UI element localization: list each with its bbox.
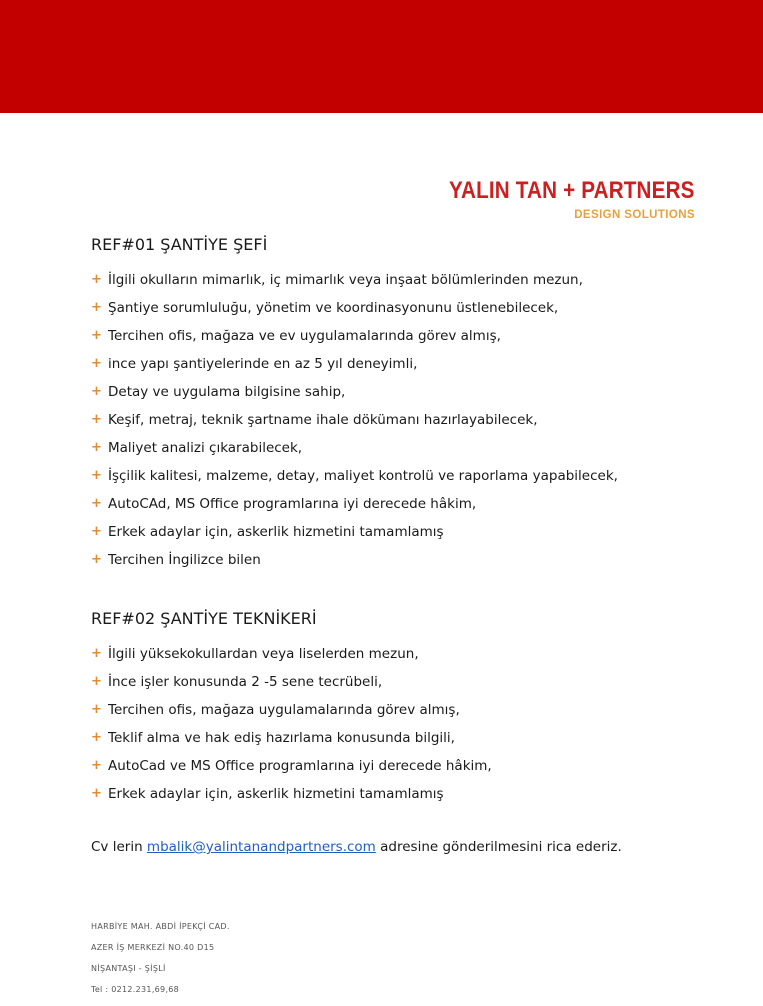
list-item-text: İlgili yüksekokullardan veya liselerden mezun, (108, 646, 419, 662)
plus-icon: + (91, 758, 102, 773)
plus-icon: + (91, 552, 102, 567)
list-item (91, 322, 618, 350)
requirements-list (91, 640, 492, 808)
company-logo (409, 177, 695, 222)
plus-icon: + (91, 356, 102, 371)
plus-icon: + (91, 496, 102, 511)
plus-icon: + (91, 328, 102, 343)
top-banner (0, 0, 763, 113)
plus-icon: + (91, 702, 102, 717)
list-item-text: Detay ve uygulama bilgisine sahip, (108, 384, 346, 400)
address-line-building: AZER İŞ MERKEZİ NO.40 D15 (91, 943, 215, 952)
plus-icon: + (91, 440, 102, 455)
list-item-text: Maliyet analizi çıkarabilecek, (108, 440, 303, 456)
requirements-list (91, 266, 618, 574)
plus-icon: + (91, 674, 102, 689)
list-item-text: Tercihen İngilizce bilen (108, 552, 261, 568)
list-item (91, 266, 618, 294)
plus-icon: + (91, 468, 102, 483)
plus-icon: + (91, 524, 102, 539)
plus-icon: + (91, 384, 102, 399)
phone-line: Tel : 0212.231,69,68 (91, 985, 180, 994)
plus-icon: + (91, 412, 102, 427)
list-item (91, 294, 618, 322)
list-item-text: Erkek adaylar için, askerlik hizmetini tamamlamış (108, 524, 444, 540)
plus-icon: + (91, 730, 102, 745)
list-item (91, 406, 618, 434)
list-item-text: Erkek adaylar için, askerlik hizmetini tamamlamış (108, 786, 444, 802)
list-item (91, 462, 618, 490)
list-item-text: Teklif alma ve hak ediş hazırlama konusunda bilgili, (108, 730, 455, 746)
list-item (91, 518, 618, 546)
address-line-district: NİŞANTAŞI - ŞİŞLİ (91, 964, 166, 973)
list-item-text: Tercihen ofis, mağaza ve ev uygulamalarında görev almış, (108, 328, 501, 344)
list-item (91, 546, 618, 574)
section-title: REF#01 ŞANTİYE ŞEFİ (91, 235, 268, 254)
list-item-text: ince yapı şantiyelerinde en az 5 yıl deneyimli, (108, 356, 418, 372)
list-item (91, 434, 618, 462)
list-item-text: Keşif, metraj, teknik şartname ihale dökümanı hazırlayabilecek, (108, 412, 538, 428)
list-item-text: AutoCad ve MS Office programlarına iyi derecede hâkim, (108, 758, 492, 774)
section-ref01 (91, 234, 618, 574)
logo-tagline: DESIGN SOLUTIONS (574, 209, 695, 221)
list-item (91, 752, 492, 780)
address-line-street: HARBİYE MAH. ABDİ İPEKÇİ CAD. (91, 922, 230, 931)
plus-icon: + (91, 646, 102, 661)
list-item-text: İlgili okulların mimarlık, iç mimarlık veya inşaat bölümlerinden mezun, (108, 272, 583, 288)
list-item-text: Tercihen ofis, mağaza uygulamalarında görev almış, (108, 702, 460, 718)
email-link[interactable]: mbalik@yalintanandpartners.com (146, 839, 376, 855)
logo-name: YALIN TAN + PARTNERS (449, 177, 695, 204)
list-item (91, 668, 492, 696)
list-item-text: AutoCAd, MS Office programlarına iyi derecede hâkim, (108, 496, 477, 512)
plus-icon: + (91, 272, 102, 287)
list-item-text: İşçilik kalitesi, malzeme, detay, maliyet kontrolü ve raporlama yapabilecek, (108, 468, 618, 484)
list-item-text: Şantiye sorumluluğu, yönetim ve koordinasyonunu üstlenebilecek, (108, 300, 559, 316)
list-item (91, 490, 618, 518)
section-ref02 (91, 608, 492, 808)
list-item (91, 696, 492, 724)
footer-address (91, 922, 230, 1006)
section-title: REF#02 ŞANTİYE TEKNİKERİ (91, 609, 317, 628)
list-item (91, 724, 492, 752)
plus-icon: + (91, 300, 102, 315)
cv-suffix: adresine gönderilmesini rica ederiz. (375, 839, 622, 855)
cv-prefix: Cv lerin (91, 839, 147, 855)
list-item (91, 350, 618, 378)
list-item-text: İnce işler konusunda 2 -5 sene tecrübeli, (108, 674, 383, 690)
plus-icon: + (91, 786, 102, 801)
list-item (91, 378, 618, 406)
cv-instruction (91, 838, 622, 856)
list-item (91, 780, 492, 808)
list-item (91, 640, 492, 668)
